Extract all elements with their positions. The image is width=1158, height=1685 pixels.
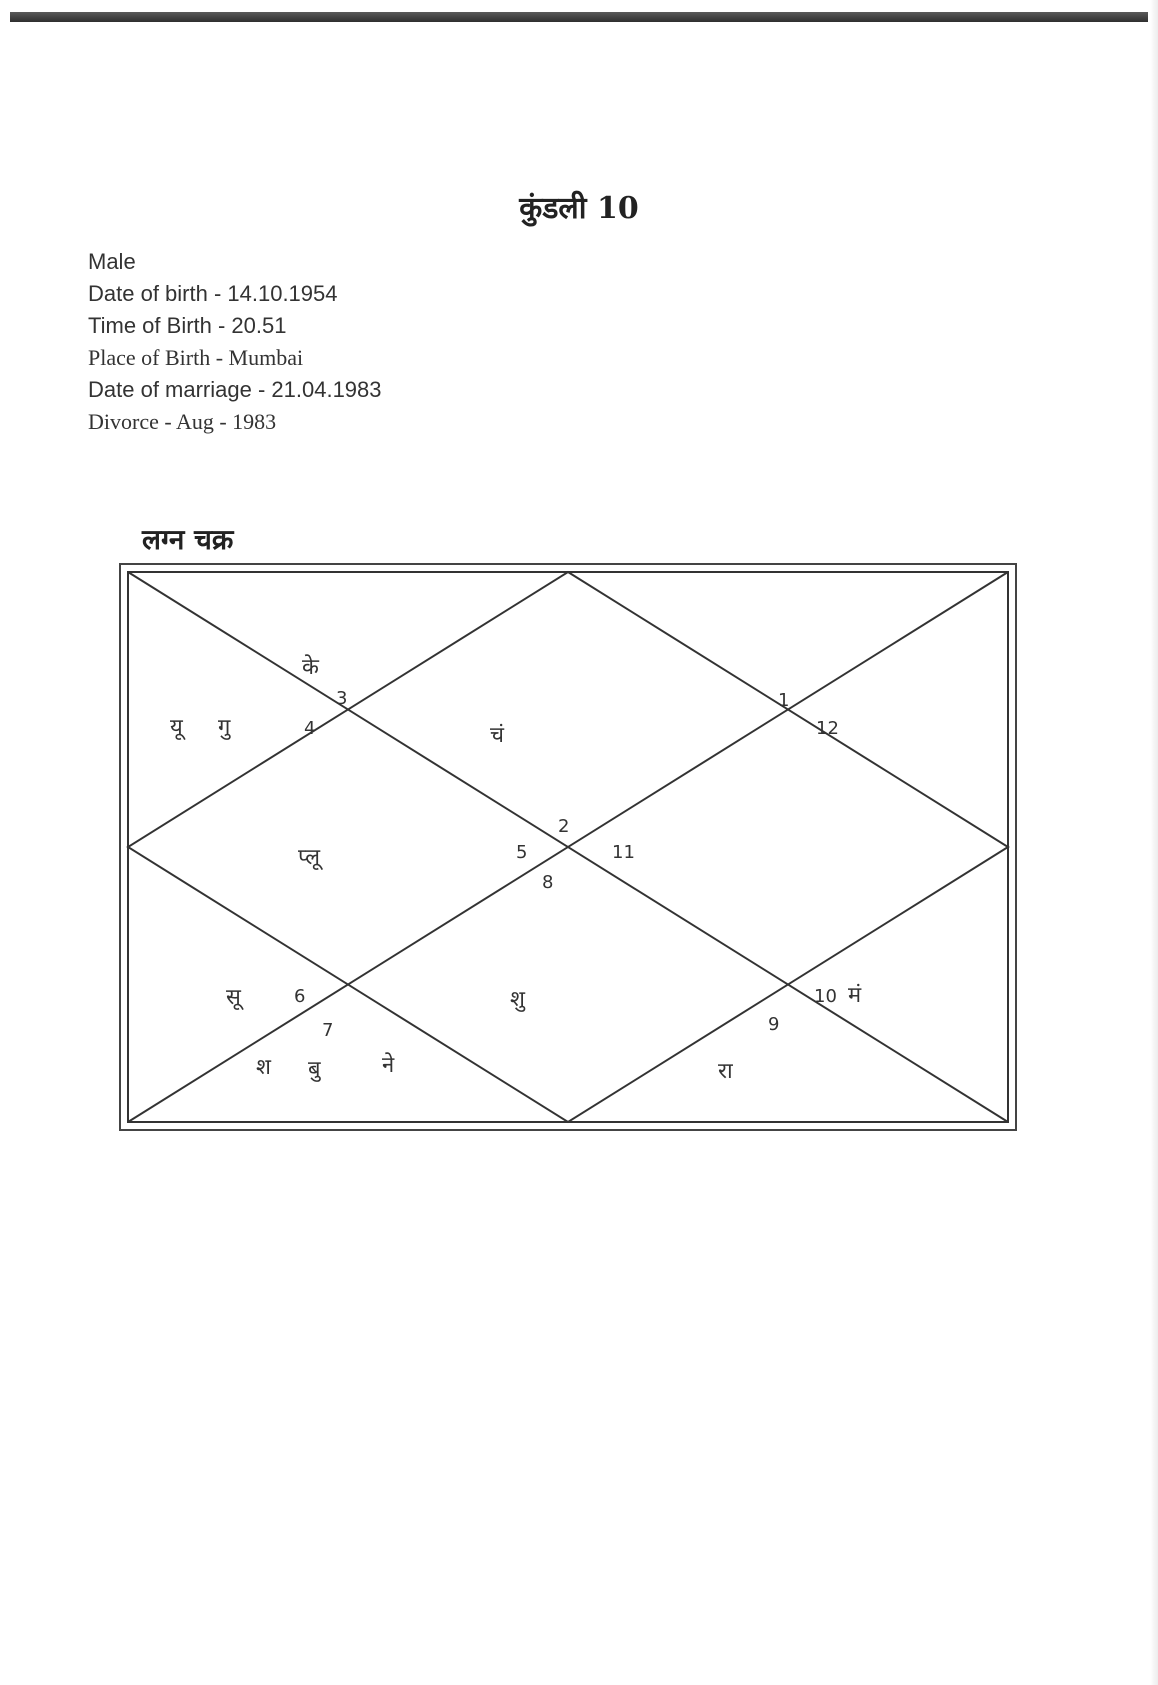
chart-title: लग्न चक्र xyxy=(142,523,234,556)
scan-right-edge xyxy=(1150,0,1158,1685)
house-12-number: 12 xyxy=(816,718,839,739)
planet-moon: चं xyxy=(490,723,504,748)
house-5-number: 5 xyxy=(516,842,528,863)
house-11-number: 11 xyxy=(612,842,635,863)
scan-top-border xyxy=(10,12,1148,22)
house-10-number: 10 xyxy=(814,986,837,1007)
house-2-number: 2 xyxy=(558,816,570,837)
planet-rahu: रा xyxy=(718,1059,733,1084)
planet-uranus: यू xyxy=(170,715,183,740)
planet-pluto: प्लू xyxy=(298,845,321,870)
house-8-number: 8 xyxy=(542,872,554,893)
house-4-number: 4 xyxy=(304,718,316,739)
house-7-number: 7 xyxy=(322,1020,334,1041)
page-title: कुंडली 10 xyxy=(519,191,639,226)
house-3-number: 3 xyxy=(336,688,348,709)
house-1-number: 1 xyxy=(778,690,790,711)
planet-sun: सू xyxy=(226,985,241,1010)
divorce-text: Divorce - Aug - 1983 xyxy=(88,409,277,434)
place-of-birth-text: Place of Birth - Mumbai xyxy=(88,345,304,370)
planet-neptune: ने xyxy=(382,1053,395,1078)
house-6-number: 6 xyxy=(294,986,306,1007)
planet-ketu: के xyxy=(302,655,319,680)
planet-jupiter: गु xyxy=(218,715,231,740)
time-of-birth-text: Time of Birth - 20.51 xyxy=(88,313,287,338)
date-of-birth-text: Date of birth - 14.10.1954 xyxy=(88,281,338,306)
planet-saturn: श xyxy=(256,1055,271,1080)
house-9-number: 9 xyxy=(768,1014,780,1035)
lagna-chart xyxy=(118,562,1018,1134)
date-of-marriage-text: Date of marriage - 21.04.1983 xyxy=(88,377,382,402)
planet-venus: शु xyxy=(510,987,525,1012)
gender-text: Male xyxy=(88,249,136,274)
birth-details xyxy=(88,246,382,438)
planet-mercury: बु xyxy=(308,1057,321,1082)
planet-mars: मं xyxy=(848,983,862,1008)
